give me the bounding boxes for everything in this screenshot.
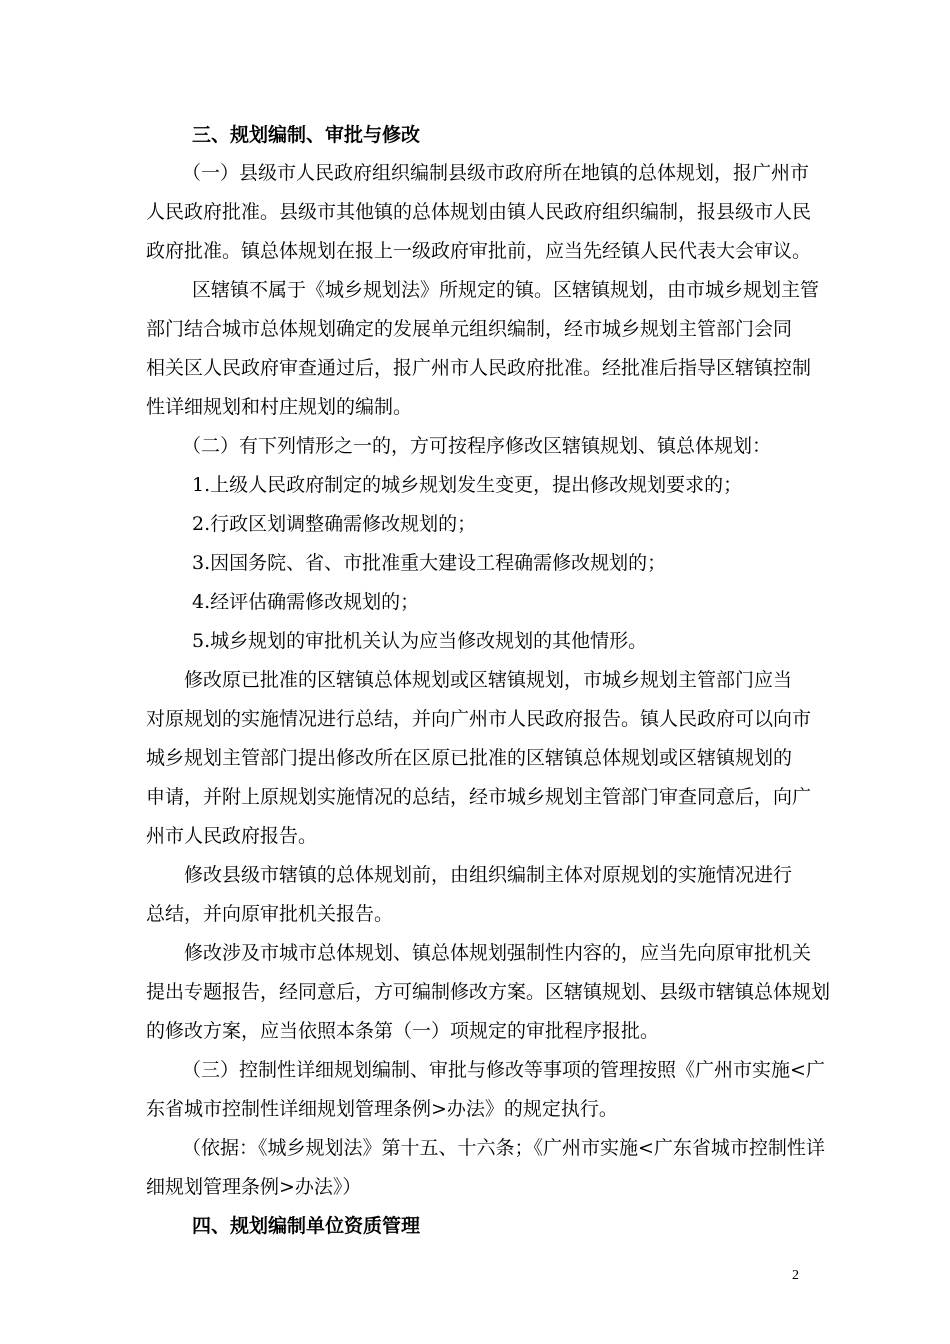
paragraph-line: （三）控制性详细规划编制、审批与修改等事项的管理按照《广州市实施<广 xyxy=(182,1059,825,1081)
paragraph-line: 修改涉及市城市总体规划、镇总体规划强制性内容的，应当先向原审批机关 xyxy=(184,942,812,964)
paragraph-line: （一）县级市人民政府组织编制县级市政府所在地镇的总体规划，报广州市 xyxy=(182,162,810,184)
paragraph-line: 修改县级市辖镇的总体规划前，由组织编制主体对原规划的实施情况进行 xyxy=(184,864,793,886)
paragraph-line: 城乡规划主管部门提出修改所在区原已批准的区辖镇总体规划或区辖镇规划的 xyxy=(146,747,793,769)
paragraph-line: 申请，并附上原规划实施情况的总结，经市城乡规划主管部门审查同意后，向广 xyxy=(146,786,812,808)
paragraph-line: 相关区人民政府审查通过后，报广州市人民政府批准。经批准后指导区辖镇控制 xyxy=(146,357,812,379)
paragraph-line: 对原规划的实施情况进行总结，并向广州市人民政府报告。镇人民政府可以向市 xyxy=(146,708,812,730)
paragraph-line: 细规划管理条例>办法》） xyxy=(146,1176,362,1198)
paragraph-line: 的修改方案，应当依照本条第（一）项规定的审批程序报批。 xyxy=(146,1020,660,1042)
paragraph-line: 政府批准。镇总体规划在报上一级政府审批前，应当先经镇人民代表大会审议。 xyxy=(146,240,812,262)
paragraph-line: 区辖镇不属于《城乡规划法》所规定的镇。区辖镇规划，由市城乡规划主管 xyxy=(192,279,820,301)
list-item: 1.上级人民政府制定的城乡规划发生变更，提出修改规划要求的； xyxy=(192,474,743,496)
paragraph-line: 东省城市控制性详细规划管理条例>办法》的规定执行。 xyxy=(146,1098,618,1120)
paragraph-line: （依据：《城乡规划法》第十五、十六条；《广州市实施<广东省城市控制性详 xyxy=(182,1137,825,1159)
paragraph-line: 提出专题报告，经同意后，方可编制修改方案。区辖镇规划、县级市辖镇总体规划 xyxy=(146,981,831,1003)
paragraph-line: 州市人民政府报告。 xyxy=(146,825,318,847)
paragraph-line: 总结，并向原审批机关报告。 xyxy=(146,903,394,925)
paragraph-line: 部门结合城市总体规划确定的发展单元组织编制，经市城乡规划主管部门会同 xyxy=(146,318,793,340)
paragraph-line: 修改原已批准的区辖镇总体规划或区辖镇规划，市城乡规划主管部门应当 xyxy=(184,669,793,691)
page-number: 2 xyxy=(792,1268,799,1283)
list-item: 2.行政区划调整确需修改规划的； xyxy=(192,513,477,535)
paragraph-line: 性详细规划和村庄规划的编制。 xyxy=(146,396,413,418)
paragraph-line: （二）有下列情形之一的，方可按程序修改区辖镇规划、镇总体规划： xyxy=(182,435,772,457)
list-item: 4.经评估确需修改规划的； xyxy=(192,591,420,613)
section-heading: 三、规划编制、审批与修改 xyxy=(192,124,421,146)
list-item: 5.城乡规划的审批机关认为应当修改规划的其他情形。 xyxy=(192,630,648,652)
paragraph-line: 人民政府批准。县级市其他镇的总体规划由镇人民政府组织编制，报县级市人民 xyxy=(146,201,812,223)
list-item: 3.因国务院、省、市批准重大建设工程确需修改规划的； xyxy=(192,552,667,574)
section-heading: 四、规划编制单位资质管理 xyxy=(192,1215,421,1237)
